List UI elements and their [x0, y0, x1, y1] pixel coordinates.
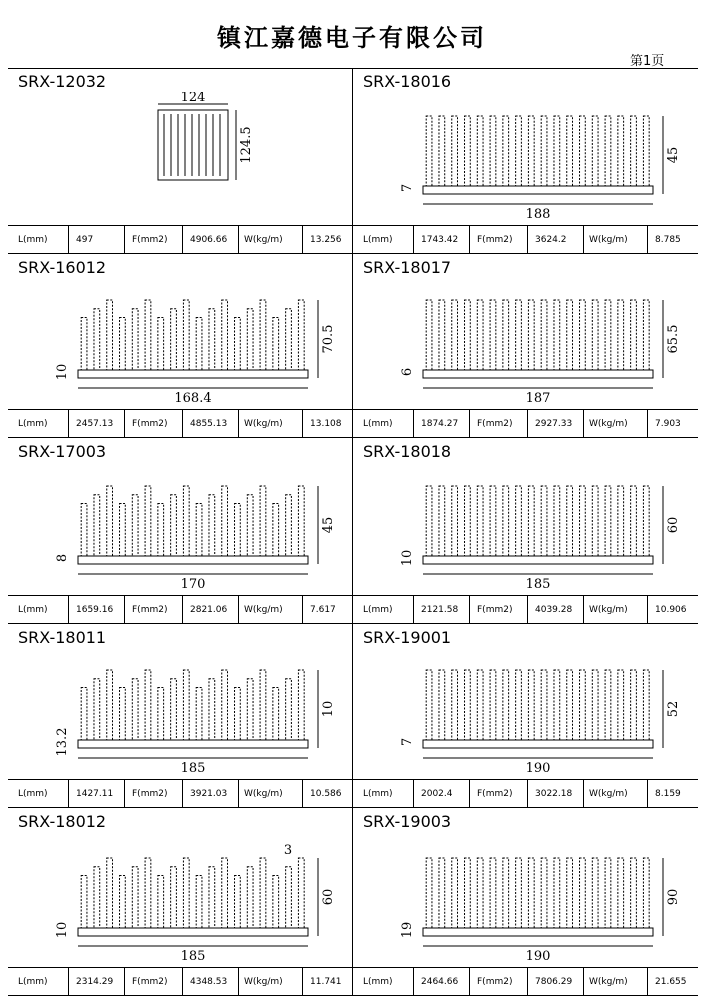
weight-label: W(kg/m) [244, 977, 283, 987]
weight-value: 7.903 [655, 419, 681, 429]
dimension-base: 7 [400, 183, 415, 193]
product-cell [353, 68, 698, 254]
dimension-height: 65.5 [666, 324, 681, 354]
dimension-width: 190 [525, 761, 551, 776]
spec-row [8, 225, 353, 253]
spec-divider [182, 780, 183, 808]
weight-label: W(kg/m) [589, 605, 628, 615]
spec-divider [647, 968, 648, 996]
dimension-height: 60 [666, 516, 681, 534]
weight-value: 8.785 [655, 235, 681, 245]
page-number: 第1页 [630, 54, 665, 69]
model-number: SRX-12032 [18, 72, 107, 91]
dimension-base: 10 [55, 363, 70, 381]
spec-divider [527, 968, 528, 996]
dimension-width: 188 [525, 207, 551, 222]
spec-row [8, 779, 353, 807]
profile-drawing [353, 278, 698, 408]
dimension-height: 124.5 [239, 126, 254, 164]
length-value: 497 [76, 235, 94, 245]
spec-row [353, 225, 698, 253]
spec-row [353, 409, 698, 437]
spec-divider [469, 968, 470, 996]
heatsink-profile [78, 486, 308, 564]
area-value: 3624.2 [535, 235, 567, 245]
dimension-base: 7 [400, 737, 415, 747]
heatsink-profile [423, 116, 653, 194]
spec-row [353, 779, 698, 807]
spec-divider [238, 780, 239, 808]
weight-label: W(kg/m) [244, 789, 283, 799]
model-number: SRX-18017 [363, 258, 452, 277]
length-label: L(mm) [363, 977, 393, 987]
area-label: F(mm2) [477, 789, 513, 799]
length-label: L(mm) [363, 419, 393, 429]
profile-drawing [353, 92, 698, 224]
spec-divider [413, 780, 414, 808]
area-value: 4906.66 [190, 235, 228, 245]
area-value: 4855.13 [190, 419, 228, 429]
product-cell [8, 438, 353, 624]
length-value: 1743.42 [421, 235, 459, 245]
model-number: SRX-19003 [363, 812, 452, 831]
spec-divider [302, 226, 303, 254]
spec-divider [68, 410, 69, 438]
area-value: 2927.33 [535, 419, 573, 429]
spec-divider [68, 226, 69, 254]
dimension-height: 45 [321, 516, 336, 534]
dimension-width: 185 [180, 761, 206, 776]
dimension-width: 170 [180, 577, 206, 592]
dimension-height: 10 [321, 700, 336, 718]
area-label: F(mm2) [132, 789, 168, 799]
heatsink-profile [78, 858, 308, 936]
dimension-width: 185 [525, 577, 551, 592]
dimension-width: 187 [525, 391, 551, 406]
spec-divider [413, 968, 414, 996]
weight-label: W(kg/m) [244, 419, 283, 429]
dimension-height: 45 [666, 146, 681, 164]
weight-label: W(kg/m) [244, 235, 283, 245]
area-label: F(mm2) [477, 977, 513, 987]
weight-value: 13.256 [310, 235, 342, 245]
spec-divider [302, 780, 303, 808]
spec-divider [583, 226, 584, 254]
product-cell [353, 438, 698, 624]
model-number: SRX-18011 [18, 628, 107, 647]
weight-label: W(kg/m) [589, 789, 628, 799]
heatsink-profile [423, 858, 653, 936]
area-value: 4348.53 [190, 977, 228, 987]
spec-divider [182, 410, 183, 438]
area-label: F(mm2) [132, 235, 168, 245]
spec-divider [238, 226, 239, 254]
weight-value: 11.741 [310, 977, 342, 987]
dimension-height: 90 [666, 888, 681, 906]
spec-row [353, 595, 698, 623]
weight-label: W(kg/m) [589, 419, 628, 429]
length-value: 2457.13 [76, 419, 114, 429]
spec-divider [583, 780, 584, 808]
model-number: SRX-18012 [18, 812, 107, 831]
dimension-height: 52 [666, 700, 681, 718]
length-label: L(mm) [363, 235, 393, 245]
spec-divider [647, 596, 648, 624]
spec-divider [124, 968, 125, 996]
product-cell [353, 808, 698, 996]
spec-divider [469, 780, 470, 808]
spec-divider [302, 596, 303, 624]
area-value: 3921.03 [190, 789, 228, 799]
dimension-height: 60 [321, 888, 336, 906]
dimension-width: 190 [525, 949, 551, 964]
dimension-width: 168.4 [174, 391, 212, 406]
heatsink-profile [423, 486, 653, 564]
dimension-base: 8 [55, 553, 70, 563]
spec-divider [469, 226, 470, 254]
spec-divider [124, 596, 125, 624]
profile-drawing [353, 462, 698, 594]
product-cell [353, 624, 698, 808]
spec-divider [124, 226, 125, 254]
area-label: F(mm2) [132, 419, 168, 429]
profile-drawing [8, 832, 353, 966]
product-cell [8, 254, 353, 438]
area-value: 2821.06 [190, 605, 228, 615]
spec-divider [302, 410, 303, 438]
profile-drawing [353, 648, 698, 778]
profile-drawing [8, 462, 353, 594]
spec-divider [647, 780, 648, 808]
weight-label: W(kg/m) [589, 977, 628, 987]
weight-label: W(kg/m) [244, 605, 283, 615]
profile-drawing [353, 832, 698, 966]
dimension-base: 6 [400, 367, 415, 377]
spec-divider [238, 596, 239, 624]
weight-label: W(kg/m) [589, 235, 628, 245]
spec-divider [68, 968, 69, 996]
length-label: L(mm) [18, 235, 48, 245]
length-value: 1874.27 [421, 419, 459, 429]
area-value: 4039.28 [535, 605, 573, 615]
length-label: L(mm) [18, 419, 48, 429]
area-value: 3022.18 [535, 789, 573, 799]
product-grid [8, 68, 698, 996]
spec-row [8, 967, 353, 995]
heatsink-profile [423, 300, 653, 378]
spec-divider [124, 410, 125, 438]
spec-divider [583, 410, 584, 438]
dimension-base: 10 [400, 549, 415, 567]
length-value: 2002.4 [421, 789, 453, 799]
length-value: 2314.29 [76, 977, 114, 987]
company-title: 镇江嘉德电子有限公司 [217, 24, 487, 52]
model-number: SRX-17003 [18, 442, 107, 461]
heatsink-profile [78, 670, 308, 748]
spec-divider [182, 596, 183, 624]
spec-row [353, 967, 698, 995]
length-value: 1659.16 [76, 605, 114, 615]
model-number: SRX-18018 [363, 442, 452, 461]
weight-value: 10.586 [310, 789, 342, 799]
model-number: SRX-18016 [363, 72, 452, 91]
spec-divider [413, 226, 414, 254]
spec-row [8, 595, 353, 623]
weight-value: 7.617 [310, 605, 336, 615]
model-number: SRX-19001 [363, 628, 452, 647]
spec-divider [238, 968, 239, 996]
profile-drawing [8, 648, 353, 778]
spec-divider [68, 780, 69, 808]
profile-drawing [8, 278, 353, 408]
weight-value: 13.108 [310, 419, 342, 429]
spec-divider [647, 226, 648, 254]
spec-divider [527, 410, 528, 438]
spec-divider [583, 968, 584, 996]
profile-drawing [8, 92, 353, 224]
spec-divider [469, 596, 470, 624]
dimension-base: 10 [55, 921, 70, 939]
heatsink-profile [158, 110, 228, 180]
spec-divider [182, 968, 183, 996]
weight-value: 10.906 [655, 605, 687, 615]
weight-value: 21.655 [655, 977, 687, 987]
product-cell [353, 254, 698, 438]
weight-value: 8.159 [655, 789, 681, 799]
length-label: L(mm) [18, 789, 48, 799]
spec-divider [527, 226, 528, 254]
spec-row [8, 409, 353, 437]
spec-divider [527, 596, 528, 624]
model-number: SRX-16012 [18, 258, 107, 277]
product-cell [8, 808, 353, 996]
spec-divider [238, 410, 239, 438]
product-cell [8, 624, 353, 808]
area-label: F(mm2) [477, 419, 513, 429]
spec-divider [68, 596, 69, 624]
area-label: F(mm2) [132, 977, 168, 987]
spec-divider [583, 596, 584, 624]
heatsink-profile [78, 300, 308, 378]
spec-divider [527, 780, 528, 808]
spec-divider [124, 780, 125, 808]
spec-divider [469, 410, 470, 438]
product-cell [8, 68, 353, 254]
length-label: L(mm) [363, 789, 393, 799]
spec-divider [647, 410, 648, 438]
area-label: F(mm2) [132, 605, 168, 615]
dimension-fin: 3 [283, 843, 293, 858]
dimension-width: 185 [180, 949, 206, 964]
area-label: F(mm2) [477, 605, 513, 615]
length-label: L(mm) [18, 977, 48, 987]
length-value: 2121.58 [421, 605, 459, 615]
length-value: 1427.11 [76, 789, 114, 799]
length-label: L(mm) [363, 605, 393, 615]
spec-divider [182, 226, 183, 254]
spec-divider [413, 596, 414, 624]
length-value: 2464.66 [421, 977, 459, 987]
spec-divider [302, 968, 303, 996]
spec-divider [413, 410, 414, 438]
area-value: 7806.29 [535, 977, 573, 987]
dimension-width: 124 [180, 92, 206, 105]
dimension-base: 19 [400, 921, 415, 939]
dimension-height: 70.5 [321, 324, 336, 354]
length-label: L(mm) [18, 605, 48, 615]
heatsink-profile [423, 670, 653, 748]
area-label: F(mm2) [477, 235, 513, 245]
dimension-base: 13.2 [55, 727, 70, 757]
